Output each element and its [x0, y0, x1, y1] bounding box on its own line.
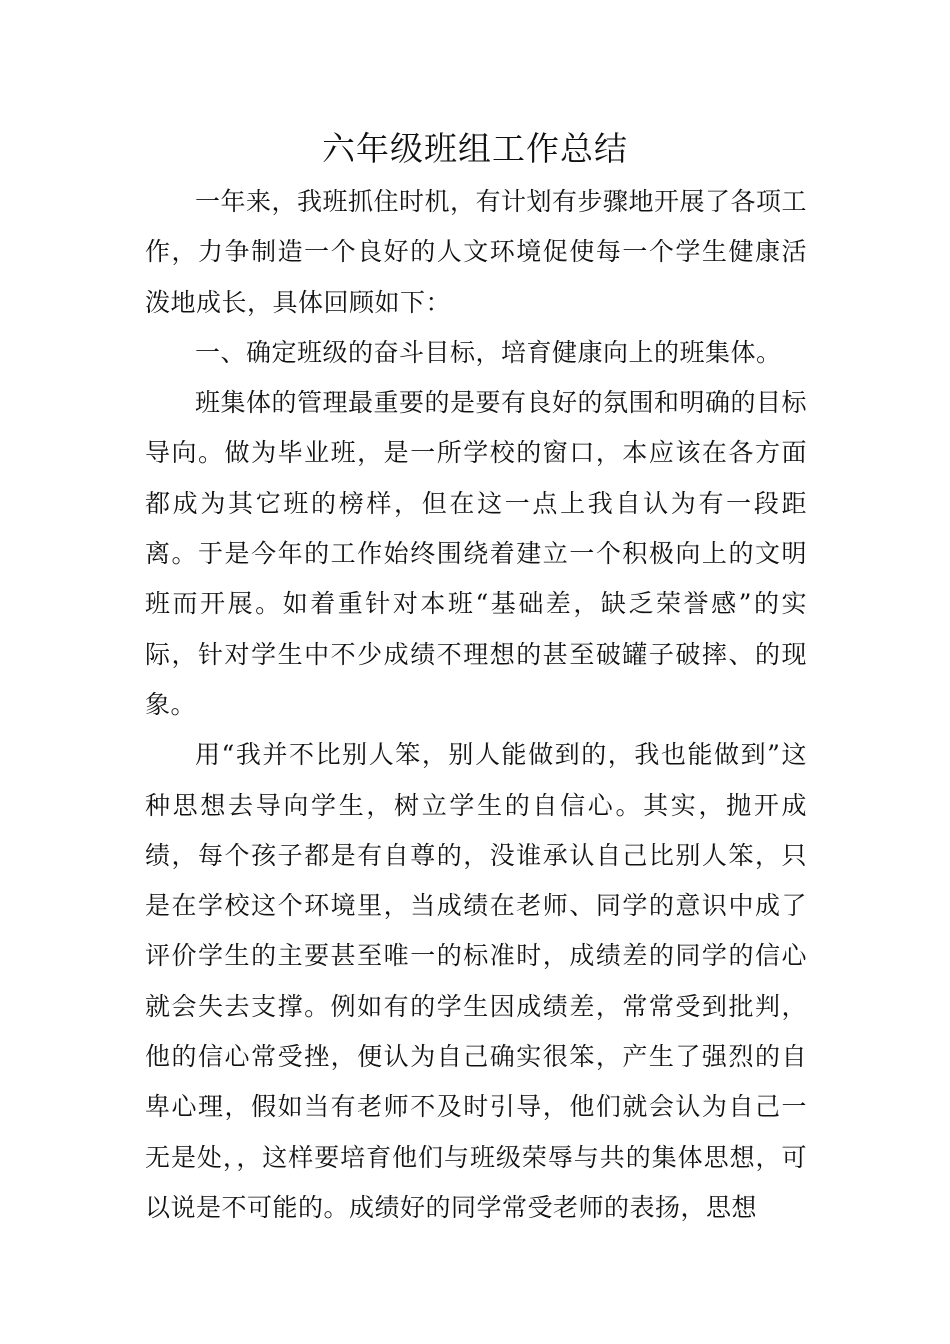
document-title: 六年级班组工作总结	[322, 129, 628, 168]
paragraph-confidence: 用“我并不比别人笨，别人能做到的，我也能做到”这种思想去导向学生，树立学生的自信心。其实，抛开成绩，每个孩子都是有自尊的，没谁承认自己比别人笨，只是在学校这个环境里，当成绩在老师、同学的意识中成了评价学生的主要甚至唯一的标准时，成绩差的同学的信心就会失去支撑。例如有的学生因成绩差，常常受到批判，他的信心常受挫，便认为自己确实很笨，产生了强烈的自卑心理，假如当有老师不及时引导，他们就会认为自己一无是处，，这样要培育他们与班级荣辱与共的集体思想，可以说是不可能的。成绩好的同学常受老师的表扬，思想	[145, 740, 807, 1222]
paragraph-class-goal: 班集体的管理最重要的是要有良好的氛围和明确的目标导向。做为毕业班，是一所学校的窗口，本应该在各方面都成为其它班的榜样，但在这一点上我自认为有一段距离。于是今年的工作始终围绕着建立一个积极向上的文明班而开展。如着重针对本班“基础差，缺乏荣誉感”的实际，针对学生中不少成绩不理想的甚至破罐子破摔、的现象。	[145, 388, 808, 719]
paragraph-intro: 一年来，我班抓住时机，有计划有步骤地开展了各项工作，力争制造一个良好的人文环境促使每一个学生健康活泼地成长，具体回顾如下：	[145, 187, 808, 317]
paragraph-section-heading: 一、确定班级的奋斗目标，培育健康向上的班集体。	[195, 337, 782, 367]
document-body	[145, 177, 807, 1233]
